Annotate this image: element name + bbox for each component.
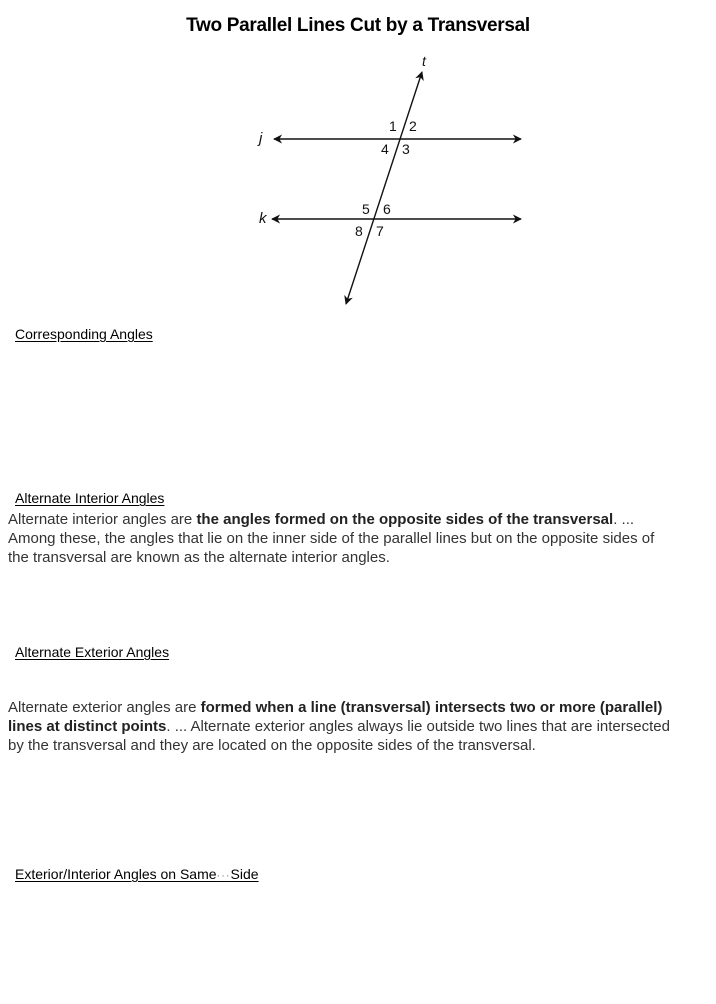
transversal-t bbox=[346, 72, 422, 304]
angle-label-1: 1 bbox=[389, 118, 397, 134]
same-side-heading-dots: ··· bbox=[216, 870, 231, 882]
alt-exterior-text-1: Alternate exterior angles are bbox=[8, 699, 201, 716]
angle-label-5: 5 bbox=[362, 201, 370, 217]
line-k-label: k bbox=[259, 210, 267, 227]
heading-alternate-exterior-angles: Alternate Exterior Angles bbox=[15, 644, 170, 660]
angle-label-3: 3 bbox=[402, 141, 410, 157]
angle-label-7: 7 bbox=[376, 223, 384, 239]
parallel-lines-diagram bbox=[0, 0, 716, 320]
alt-interior-text-2: . ... Among these, the angles that lie on the inner side of the parallel lines but on the opposite sides of the transversal are known as the alternate interior angles. bbox=[8, 511, 655, 566]
transversal-label: t bbox=[422, 53, 426, 69]
angle-label-6: 6 bbox=[383, 201, 391, 217]
alt-exterior-text-2: . ... Alternate exterior angles always lie outside two lines that are intersected by the transversal and they are located on the opposite sides of the transversal. bbox=[8, 718, 670, 754]
alt-interior-text-1: Alternate interior angles are bbox=[8, 511, 197, 528]
line-j-label: j bbox=[259, 130, 263, 147]
alternate-exterior-definition bbox=[8, 698, 670, 755]
same-side-heading-part-2: Side bbox=[230, 866, 259, 882]
heading-alternate-interior-angles: Alternate Interior Angles bbox=[15, 490, 165, 506]
angle-label-4: 4 bbox=[381, 141, 389, 157]
angle-label-2: 2 bbox=[409, 118, 417, 134]
alt-interior-bold: the angles formed on the opposite sides of the transversal bbox=[196, 511, 614, 528]
alt-exterior-bold: formed when a line (transversal) intersects two or more (parallel) lines at distinct points bbox=[8, 699, 663, 735]
page-title: Two Parallel Lines Cut by a Transversal bbox=[186, 15, 530, 36]
same-side-heading-part-1: Exterior/Interior Angles on Same bbox=[15, 866, 217, 882]
alternate-interior-definition bbox=[8, 510, 670, 567]
angle-label-8: 8 bbox=[355, 223, 363, 239]
heading-corresponding-angles: Corresponding Angles bbox=[15, 326, 153, 342]
heading-same-side-angles bbox=[15, 866, 259, 882]
